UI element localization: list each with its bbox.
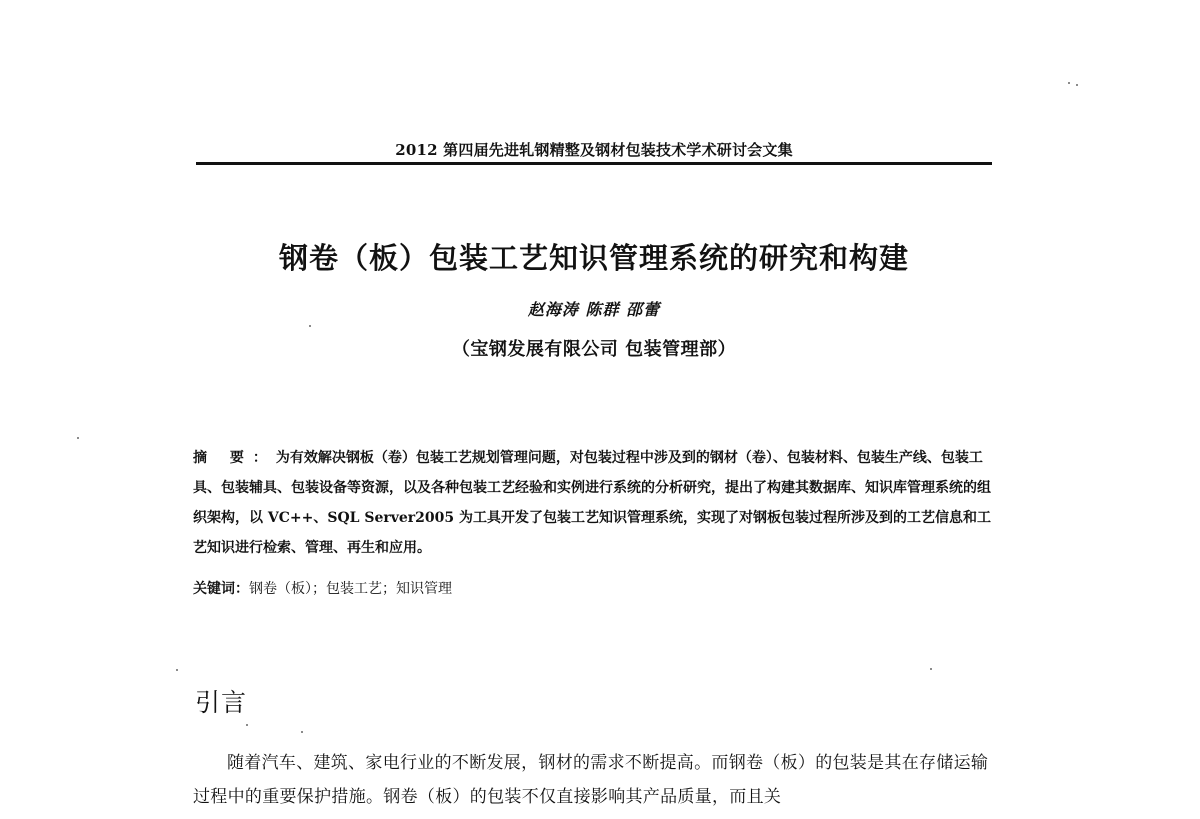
introduction-paragraph: 随着汽车、建筑、家电行业的不断发展，钢材的需求不断提高。而钢卷（板）的包装是其在存储运输过程中的重要保护措施。钢卷（板）的包装不仅直接影响其产品质量，而且关 (193, 753, 989, 807)
affiliation: （宝钢发展有限公司 包装管理部） (451, 339, 737, 360)
keywords (193, 574, 993, 604)
scan-speck (176, 669, 178, 671)
scan-speck (1076, 84, 1078, 86)
scan-speck (309, 325, 311, 327)
scan-speck (930, 668, 932, 670)
paper-title: 钢卷（板）包装工艺知识管理系统的研究和构建 (278, 241, 909, 275)
abstract-text: 为有效解决钢板（卷）包装工艺规划管理问题，对包装过程中涉及到的钢材（卷）、包装材料、包装生产线、包装工具、包装辅具、包装设备等资源，以及各种包装工艺经验和实例进行系统的分析研究，提出了构建其数据库、知识库管理系统的组织架构，以 VC++、SQL Server2005 为工具开发了包装工艺知识管理系统，实现了对钢板包装过程所涉及到的工艺信息和工艺知识进行检索、管理、再生和应用。 (193, 450, 992, 556)
section-title-introduction: 引言 (195, 688, 248, 717)
running-head: 2012 第四届先进轧钢精整及钢材包装技术学术研讨会文集 (395, 141, 793, 159)
header-rule (196, 162, 992, 165)
scan-speck (1068, 82, 1070, 84)
abstract-label: 摘 要： (193, 450, 276, 466)
scan-speck (301, 731, 303, 733)
abstract (193, 443, 993, 563)
authors: 赵海涛 陈群 邵蕾 (527, 300, 661, 319)
keywords-text: 钢卷（板）；包装工艺；知识管理 (249, 581, 452, 597)
scan-speck (246, 724, 248, 726)
keywords-label: 关键词： (193, 581, 249, 597)
scan-speck (77, 437, 79, 439)
